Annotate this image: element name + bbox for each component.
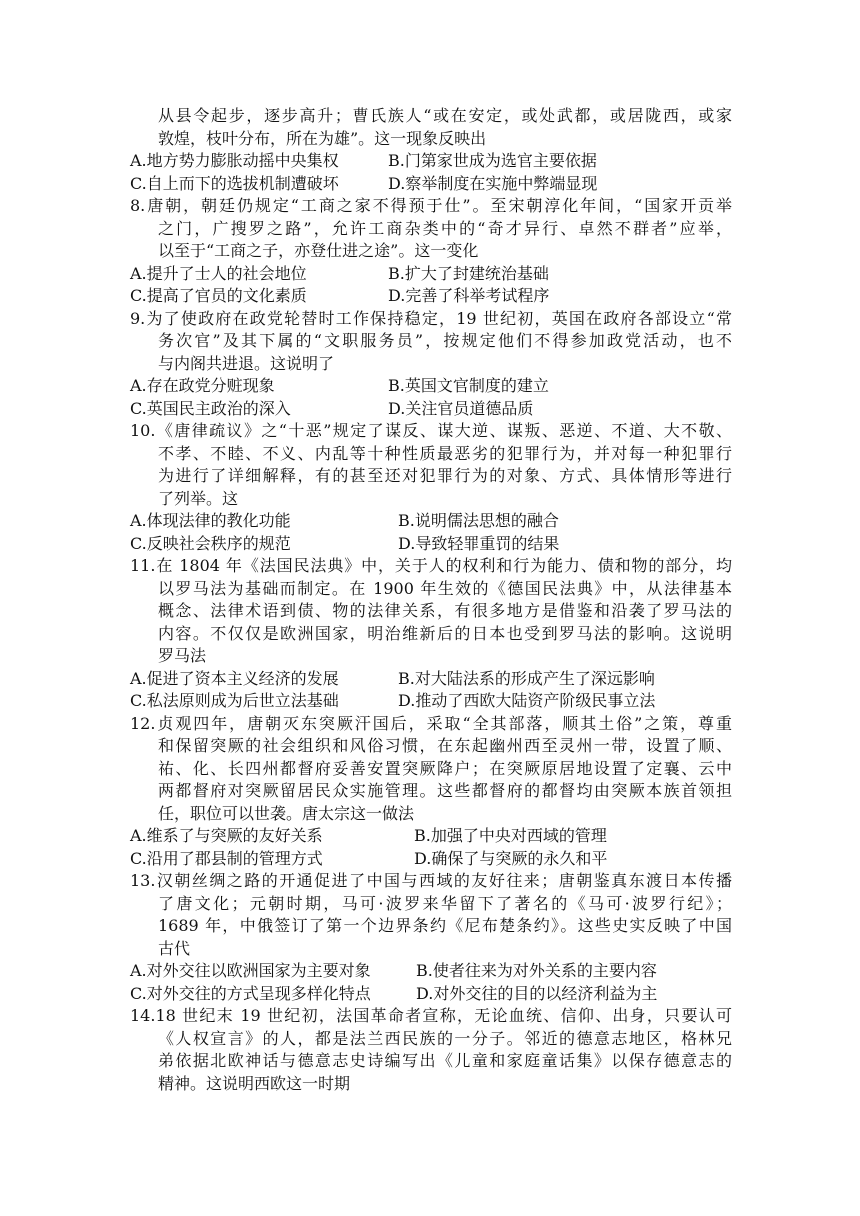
question-stem-line: 9.为了使政府在政党轮替时工作保持稳定，19 世纪初，英国在政府各部设立“常 xyxy=(130,308,732,328)
option-c[interactable]: C.私法原则成为后世立法基础 xyxy=(130,691,339,710)
question-stem-line: 1689 年，中俄签订了第一个边界条约《尼布楚条约》。这些史实反映了中国 xyxy=(158,916,732,935)
question-stem-line: 祐、化、长四州都督府妥善安置突厥降户；在突厥原居地设置了定襄、云中 xyxy=(158,758,732,778)
question-stem-line: 和保留突厥的社会组织和风俗习惯，在东起幽州西至灵州一带，设置了顺、 xyxy=(158,736,732,755)
option-row xyxy=(130,533,732,556)
question-stem-line: 弟依据北欧神话与德意志史诗编写出《儿童和家庭童话集》以保存德意志的 xyxy=(158,1051,732,1070)
option-a[interactable]: A.提升了士人的社会地位 xyxy=(130,263,307,283)
option-b[interactable]: B.使者往来为对外关系的主要内容 xyxy=(416,961,657,980)
option-row xyxy=(130,983,732,1006)
question-11 xyxy=(130,555,732,713)
option-b[interactable]: B.对大陆法系的形成产生了深远影响 xyxy=(398,668,655,688)
option-d[interactable]: D.关注官员道德品质 xyxy=(388,398,534,418)
question-stem-line: 从县令起步，逐步高升；曹氏族人“或在安定，或处武都，或居陇西，或家 xyxy=(158,106,732,125)
option-c[interactable]: C.沿用了郡县制的管理方式 xyxy=(130,848,323,868)
option-row xyxy=(130,173,732,196)
question-stem-line: 罗马法 xyxy=(158,646,207,665)
option-b[interactable]: B.门第家世成为选官主要依据 xyxy=(388,151,597,170)
question-9 xyxy=(130,308,732,421)
option-d[interactable]: D.确保了与突厥的永久和平 xyxy=(414,848,608,868)
option-b[interactable]: B.英国文官制度的建立 xyxy=(388,376,549,395)
question-stem-line: 务次官”及其下属的“文职服务员”，按规定他们不得参加政党活动，也不 xyxy=(158,331,732,350)
option-d[interactable]: D.对外交往的目的以经济利益为主 xyxy=(416,983,658,1003)
question-stem-line: 任，职位可以世袭。唐太宗这一做法 xyxy=(158,803,415,823)
question-stem-line: 精神。这说明西欧这一时期 xyxy=(158,1073,351,1093)
question-stem-line: 12.贞观四年，唐朝灭东突厥汗国后，采取“全其部落，顺其土俗”之策，尊重 xyxy=(130,713,732,733)
option-row xyxy=(130,285,732,308)
question-stem-line: 内容。不仅仅是欧洲国家，明治维新后的日本也受到罗马法的影响。这说明 xyxy=(158,623,732,643)
question-14 xyxy=(130,1005,732,1095)
question-stem-line: 以至于“工商之子，亦登仕进之途”。这一变化 xyxy=(158,241,479,260)
option-c[interactable]: C.对外交往的方式呈现多样化特点 xyxy=(130,983,371,1003)
option-a[interactable]: A.对外交往以欧洲国家为主要对象 xyxy=(130,961,371,980)
option-row xyxy=(130,263,732,286)
question-8 xyxy=(130,195,732,308)
question-12 xyxy=(130,713,732,871)
option-a[interactable]: A.体现法律的教化功能 xyxy=(130,511,291,530)
option-row xyxy=(130,150,732,173)
option-a[interactable]: A.存在政党分赃现象 xyxy=(130,376,275,395)
option-c[interactable]: C.提高了官员的文化素质 xyxy=(130,286,307,305)
option-d[interactable]: D.导致轻罪重罚的结果 xyxy=(398,533,560,553)
option-a[interactable]: A.促进了资本主义经济的发展 xyxy=(130,668,339,688)
question-stem-line: 8.唐朝，朝廷仍规定“工商之家不得预于仕”。至宋朝淳化年间，“国家开贡举 xyxy=(130,196,732,215)
question-stem-line: 了列举。这 xyxy=(158,488,239,508)
option-row xyxy=(130,960,732,983)
question-stem-line: 了唐文化；元朝时期，马可·波罗来华留下了著名的《马可·波罗行纪》； xyxy=(158,893,732,913)
question-stem-line: 敦煌，枝叶分布，所在为雄”。这一现象反映出 xyxy=(158,128,487,148)
option-row xyxy=(130,375,732,398)
option-d[interactable]: D.察举制度在实施中弊端显现 xyxy=(388,173,598,193)
question-13 xyxy=(130,870,732,1005)
exam-page xyxy=(130,105,732,1095)
option-b[interactable]: B.加强了中央对西域的管理 xyxy=(414,826,607,845)
question-stem-line: 两都督府对突厥留居民众实施管理。这些都督府的都督均由突厥本族首领担 xyxy=(158,781,732,800)
option-b[interactable]: B.说明儒法思想的融合 xyxy=(398,511,559,530)
question-stem-line: 以罗马法为基础而制定。在 1900 年生效的《德国民法典》中，从法律基本 xyxy=(158,578,732,598)
option-d[interactable]: D.推动了西欧大陆资产阶级民事立法 xyxy=(398,691,656,710)
question-stem-line: 为进行了详细解释，有的甚至还对犯罪行为的对象、方式、具体情形等进行 xyxy=(158,466,732,485)
option-c[interactable]: C.英国民主政治的深入 xyxy=(130,398,291,418)
question-stem-line: 14.18 世纪末 19 世纪初，法国革命者宣称，无论血统、信仰、出身，只要认可 xyxy=(130,1006,732,1025)
option-c[interactable]: C.反映社会秩序的规范 xyxy=(130,533,291,553)
option-row xyxy=(130,510,732,533)
option-d[interactable]: D.完善了科举考试程序 xyxy=(388,286,550,305)
question-stem-line: 13.汉朝丝绸之路的开通促进了中国与西域的友好往来；唐朝鉴真东渡日本传播 xyxy=(130,871,732,890)
question-stem-line: 之门，广搜罗之路”，允许工商杂类中的“奇才异行、卓然不群者”应举， xyxy=(158,218,732,238)
question-stem-line: 10.《唐律疏议》之“十恶”规定了谋反、谋大逆、谋叛、恶逆、不道、大不敬、 xyxy=(130,421,732,440)
question-stem-line: 《人权宣言》的人，都是法兰西民族的一分子。邻近的德意志地区，格林兄 xyxy=(158,1028,732,1048)
option-row xyxy=(130,690,732,713)
question-stem-line: 与内阁共进退。这说明了 xyxy=(158,353,335,373)
question-stem-line: 概念、法律术语到债、物的法律关系，有很多地方是借鉴和沿袭了罗马法的 xyxy=(158,601,732,620)
option-a[interactable]: A.维系了与突厥的友好关系 xyxy=(130,826,323,845)
option-row xyxy=(130,668,732,691)
option-a[interactable]: A.地方势力膨胀动摇中央集权 xyxy=(130,151,339,170)
question-10 xyxy=(130,420,732,555)
question-stem-line: 11.在 1804 年《法国民法典》中，关于人的权利和行为能力、债和物的部分，均 xyxy=(130,556,732,575)
question-7 xyxy=(130,105,732,195)
option-row xyxy=(130,398,732,421)
question-stem-line: 不孝、不睦、不义、内乱等十种性质最恶劣的犯罪行为，并对每一种犯罪行 xyxy=(158,443,732,463)
option-row xyxy=(130,825,732,848)
option-b[interactable]: B.扩大了封建统治基础 xyxy=(388,263,549,283)
question-stem-line: 古代 xyxy=(158,938,191,958)
option-c[interactable]: C.自上而下的选拔机制遭破坏 xyxy=(130,173,339,193)
option-row xyxy=(130,848,732,871)
